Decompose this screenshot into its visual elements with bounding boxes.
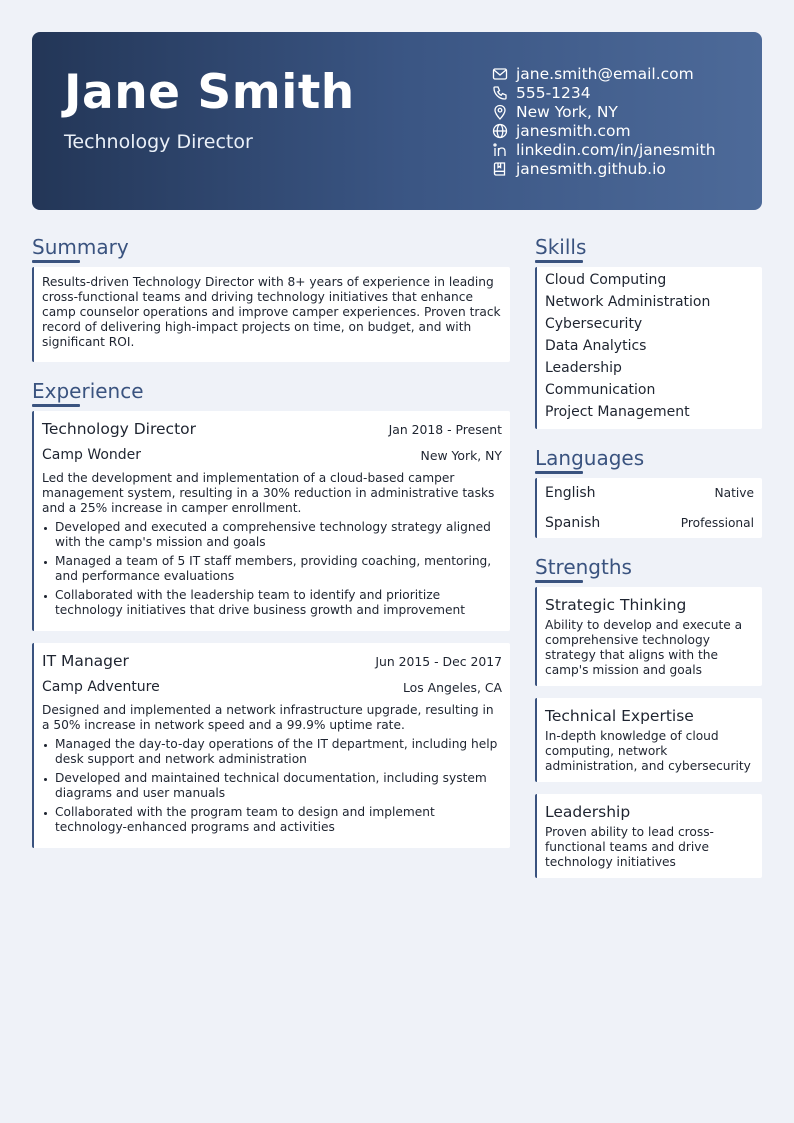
summary-heading: Summary [32, 235, 129, 259]
language-row [537, 508, 762, 538]
contact-phone[interactable] [492, 83, 716, 102]
contact-location-text: New York, NY [516, 102, 618, 121]
contact-list [492, 64, 716, 178]
github-icon [492, 161, 508, 177]
job-date: Jan 2018 - Present [388, 421, 502, 437]
candidate-name: Jane Smith [64, 65, 355, 120]
skill-item: Cloud Computing [545, 272, 667, 288]
language-name: English [545, 485, 596, 501]
job-date: Jun 2015 - Dec 2017 [375, 653, 502, 669]
job-card [32, 411, 510, 631]
skill-item: Cybersecurity [545, 316, 643, 332]
language-level: Native [714, 486, 754, 500]
strength-card [535, 587, 762, 686]
skills-heading: Skills [535, 235, 587, 259]
skill-item: Communication [545, 382, 656, 398]
job-card [32, 643, 510, 848]
strength-card [535, 794, 762, 878]
contact-linkedin[interactable] [492, 140, 716, 159]
email-icon [492, 66, 508, 82]
contact-linkedin-text: linkedin.com/in/janesmith [516, 140, 716, 159]
job-company: Camp Wonder [42, 447, 142, 463]
strengths-underline [535, 580, 583, 583]
job-location: Los Angeles, CA [402, 679, 502, 695]
language-row [537, 478, 762, 508]
strength-title: Leadership [545, 803, 631, 821]
strength-description: In-depth knowledge of cloud computing, network administration, and cybersecurity [545, 729, 751, 773]
contact-website[interactable] [492, 121, 716, 140]
job-bullets [42, 520, 502, 618]
skill-item: Leadership [545, 360, 622, 376]
job-bullet: Managed the day-to-day operations of the IT department, including help desk support and network administration [42, 737, 502, 767]
summary-text: Results-driven Technology Director with 8+ years of experience in leading cross-functional teams and driving technology initiatives that enhance camp counselor operations and improve camper experiences. Proven track record of delivering high-impact projects on time, on budget, and with significant ROI. [42, 275, 501, 349]
languages-heading: Languages [535, 446, 645, 470]
contact-location [492, 102, 716, 121]
job-description: Designed and implemented a network infrastructure upgrade, resulting in a 50% increase in network speed and a 99.9% uptime rate. [42, 703, 494, 732]
skill-item: Network Administration [545, 294, 711, 310]
contact-github[interactable] [492, 159, 716, 178]
summary-card [32, 267, 510, 362]
summary-underline [32, 260, 80, 263]
job-company: Camp Adventure [42, 679, 160, 695]
resume-header [32, 32, 762, 210]
job-location: New York, NY [420, 447, 502, 463]
skill-item: Data Analytics [545, 338, 647, 354]
skills-underline [535, 260, 583, 263]
strength-description: Ability to develop and execute a comprehensive technology strategy that aligns with the camp's mission and goals [545, 618, 743, 677]
job-title: Technology Director [42, 420, 197, 438]
strengths-heading: Strengths [535, 555, 632, 579]
strength-description: Proven ability to lead cross-functional teams and drive technology initiatives [545, 825, 714, 869]
language-name: Spanish [545, 515, 601, 531]
job-bullets [42, 737, 502, 835]
job-bullet: Developed and maintained technical documentation, including system diagrams and user manuals [42, 771, 502, 801]
contact-phone-text: 555-1234 [516, 83, 591, 102]
job-title: IT Manager [42, 652, 129, 670]
job-bullet: Developed and executed a comprehensive technology strategy aligned with the camp's mission and goals [42, 520, 502, 550]
contact-email-text: jane.smith@email.com [516, 64, 694, 83]
experience-underline [32, 404, 80, 407]
contact-github-text: janesmith.github.io [516, 159, 666, 178]
languages-underline [535, 471, 583, 474]
job-bullet: Managed a team of 5 IT staff members, providing coaching, mentoring, and performance evaluations [42, 554, 502, 584]
languages-card [535, 478, 762, 538]
strength-title: Strategic Thinking [545, 596, 687, 614]
job-description: Led the development and implementation of a cloud-based camper management system, resulting in a 30% reduction in administrative tasks and a 25% increase in camper enrollment. [42, 471, 495, 515]
contact-email[interactable] [492, 64, 716, 83]
phone-icon [492, 85, 508, 101]
skill-item: Project Management [545, 404, 690, 420]
strength-title: Technical Expertise [545, 707, 694, 725]
job-bullet: Collaborated with the leadership team to identify and prioritize technology initiatives that drive business growth and improvement [42, 588, 502, 618]
candidate-title: Technology Director [64, 131, 253, 153]
job-bullet: Collaborated with the program team to design and implement technology-enhanced programs and activities [42, 805, 502, 835]
language-level: Professional [680, 516, 754, 530]
strength-card [535, 698, 762, 782]
linkedin-icon [492, 142, 508, 158]
skills-card [535, 267, 762, 429]
globe-icon [492, 123, 508, 139]
experience-heading: Experience [32, 379, 144, 403]
location-icon [492, 104, 508, 120]
contact-website-text: janesmith.com [516, 121, 631, 140]
